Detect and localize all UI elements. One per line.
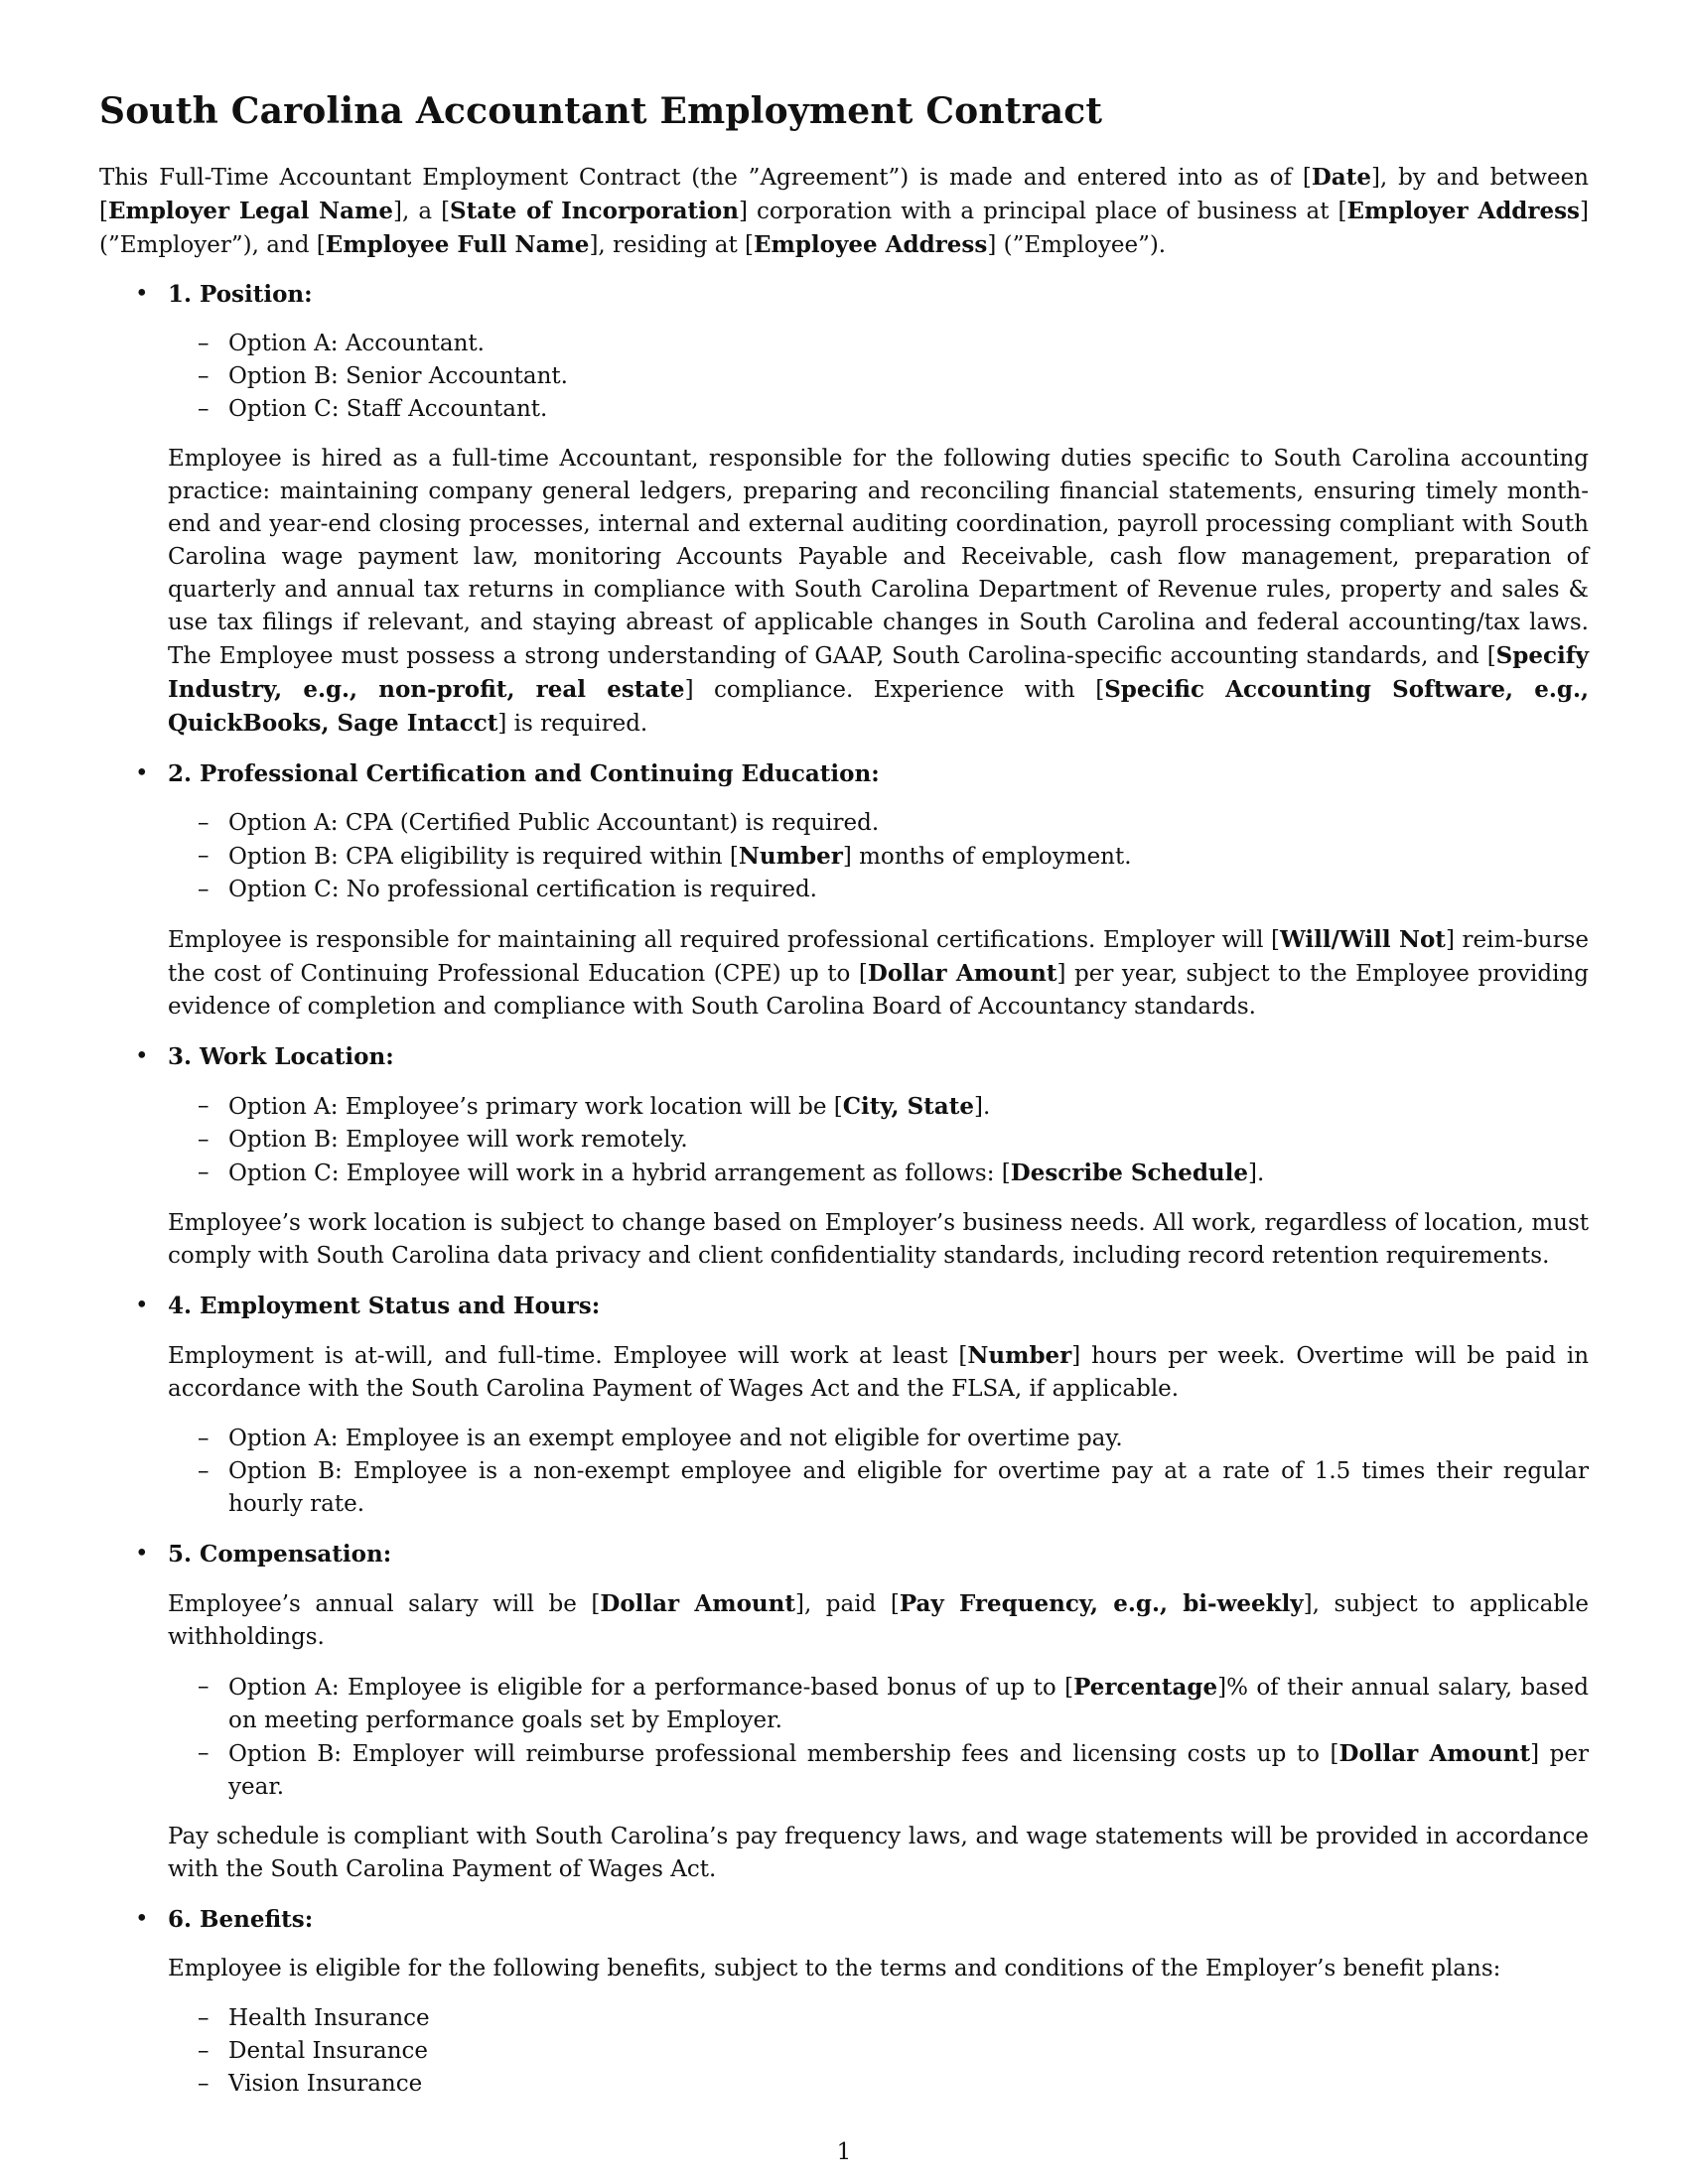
text-run: Pay schedule is compliant with South Carolina’s pay frequency laws, and wage statements will be provided in accordance with the South Carolina Payment of Wages Act.	[168, 1824, 1589, 1882]
text-run: Option C: Employee will work in a hybrid arrangement as follows: [	[228, 1160, 1011, 1186]
section-heading: 6. Benefits:	[168, 1906, 314, 1933]
contract-section	[99, 1538, 1589, 1886]
placeholder-field: Pay Frequency, e.g., bi-weekly	[899, 1590, 1304, 1617]
option-item	[168, 1423, 1589, 1455]
section-paragraph	[168, 1339, 1589, 1406]
text-run: ] is required.	[497, 711, 648, 737]
text-run: Option A: CPA (Certified Public Accountant) is required.	[228, 810, 880, 836]
placeholder-field: Employee Full Name	[325, 231, 590, 258]
text-run: Option C: No professional certification is required.	[228, 877, 817, 902]
dash-icon: –	[198, 810, 210, 836]
dash-icon: –	[198, 877, 210, 902]
dash-icon: –	[198, 2071, 210, 2097]
text-run: Employee is hired as a full-time Accountant, responsible for the following duties specific to South Carolina accounting practice: maintaining company general ledgers, preparing and reconciling financial statements, ensuring timely month-end and year-end closing processes, internal and external auditing coordination, payroll processing compliant with South Carolina wage payment law, monitoring Accounts Payable and Receivable, cash flow management, preparation of quarterly and annual tax returns in compliance with South Carolina Department of Revenue rules, property and sales & use tax filings if relevant, and staying abreast of applicable changes in South Carolina and federal accounting/tax laws. The Employee must possess a strong understanding of GAAP, South Carolina-specific accounting standards, and [	[168, 446, 1589, 669]
dash-icon: –	[198, 2038, 210, 2064]
section-heading: 5. Compensation:	[168, 1541, 392, 1568]
text-run: Option A: Employee is eligible for a performance-based bonus of up to [	[228, 1675, 1074, 1701]
option-list	[168, 1423, 1589, 1521]
document-title: South Carolina Accountant Employment Contract	[99, 90, 1103, 132]
text-run: Option B: Employee is a non-exempt employee and eligible for overtime pay at a rate of 1.5 times their regular hourly rate.	[228, 1458, 1589, 1517]
section-list	[99, 278, 1589, 2101]
option-item	[168, 393, 1589, 426]
contract-section	[99, 1040, 1589, 1273]
option-item	[168, 874, 1589, 906]
option-item	[168, 2002, 1589, 2035]
placeholder-field: Number	[967, 1342, 1072, 1369]
text-run: ], a [	[393, 199, 451, 224]
dash-icon: –	[198, 1674, 210, 1700]
option-item	[168, 2035, 1589, 2068]
text-run: ] per year.	[228, 1741, 1589, 1800]
dash-icon: –	[198, 396, 210, 422]
text-run: Vision Insurance	[228, 2071, 423, 2097]
placeholder-field: Dollar Amount	[600, 1590, 795, 1617]
placeholder-field: City, State	[842, 1093, 974, 1120]
option-list	[168, 1671, 1589, 1804]
dash-icon: –	[198, 331, 210, 356]
section-paragraph	[168, 1821, 1589, 1886]
option-item	[168, 1671, 1589, 1737]
option-item	[168, 1090, 1589, 1124]
option-item	[168, 2068, 1589, 2101]
section-paragraph	[168, 443, 1589, 741]
text-run: Option B: Employer will reimburse professional membership fees and licensing costs up to [	[228, 1741, 1339, 1767]
text-run: This Full-Time Accountant Employment Contract (the ”Agreement”) is made and entered into as of [	[99, 165, 1312, 191]
text-run: ] corporation with a principal place of business at [	[738, 199, 1347, 224]
contract-section	[99, 757, 1589, 1024]
text-run: ].	[1248, 1160, 1265, 1186]
text-run: Option C: Staff Accountant.	[228, 396, 548, 422]
section-heading: 4. Employment Status and Hours:	[168, 1293, 601, 1319]
section-paragraph	[168, 1207, 1589, 1273]
dash-icon: –	[198, 1127, 210, 1153]
option-item	[168, 840, 1589, 874]
text-run: Option A: Employee’s primary work location will be [	[228, 1094, 843, 1120]
intro-paragraph	[99, 161, 1589, 262]
text-run: ] hours per week. Overtime will be paid in accordance with the South Carolina Payment of Wages Act and the FLSA, if applicable.	[168, 1343, 1590, 1402]
text-run: Health Insurance	[228, 2005, 430, 2031]
text-run: Employee’s annual salary will be [	[168, 1591, 601, 1617]
text-run: ] (”Employee”).	[987, 232, 1167, 258]
placeholder-field: Date	[1311, 164, 1371, 191]
bullet-icon: •	[135, 1293, 149, 1318]
dash-icon: –	[198, 1740, 210, 1766]
placeholder-field: Will/Will Not	[1279, 926, 1446, 953]
text-run: ] per year, subject to the Employee providing evidence of completion and compliance with South Carolina Board of Accountancy standards.	[168, 961, 1589, 1020]
placeholder-field: State of Incorporation	[450, 198, 739, 224]
dash-icon: –	[198, 1160, 210, 1185]
text-run: Dental Insurance	[228, 2038, 429, 2064]
text-run: ] (”Employer”), and [	[99, 199, 1589, 258]
option-item	[168, 807, 1589, 840]
placeholder-field: Specify Industry, e.g., non-profit, real estate	[168, 642, 1589, 703]
option-item	[168, 1157, 1589, 1190]
option-list	[168, 807, 1589, 906]
bullet-icon: •	[135, 760, 149, 786]
option-item	[168, 1455, 1589, 1521]
placeholder-field: Number	[738, 843, 843, 870]
placeholder-field: Dollar Amount	[867, 960, 1057, 987]
text-run: ], residing at [	[589, 232, 754, 258]
option-item	[168, 360, 1589, 393]
text-run: ] months of employment.	[842, 844, 1132, 870]
text-run: ], by and between [	[99, 165, 1589, 224]
placeholder-field: Employee Address	[753, 231, 988, 258]
section-paragraph	[168, 1587, 1589, 1654]
text-run: Option B: Senior Accountant.	[228, 363, 568, 389]
text-run: ], subject to applicable withholdings.	[168, 1591, 1589, 1650]
section-paragraph	[168, 1953, 1589, 1985]
contract-section	[99, 1903, 1589, 2101]
section-paragraph	[168, 923, 1589, 1024]
text-run: Option A: Employee is an exempt employee and not eligible for overtime pay.	[228, 1426, 1123, 1451]
bullet-icon: •	[135, 1043, 149, 1069]
dash-icon: –	[198, 363, 210, 389]
placeholder-field: Percentage	[1073, 1674, 1218, 1701]
dash-icon: –	[198, 843, 210, 869]
text-run: Option B: Employee will work remotely.	[228, 1127, 688, 1153]
dash-icon: –	[198, 1426, 210, 1451]
text-run: Option A: Accountant.	[228, 331, 485, 356]
option-item	[168, 1737, 1589, 1804]
bullet-icon: •	[135, 281, 149, 307]
text-run: Employment is at-will, and full-time. Employee will work at least [	[168, 1343, 968, 1369]
placeholder-field: Dollar Amount	[1338, 1740, 1531, 1767]
dash-icon: –	[198, 1458, 210, 1484]
document-page	[99, 87, 1589, 2117]
text-run: Option B: CPA eligibility is required within [	[228, 844, 739, 870]
option-list	[168, 328, 1589, 426]
text-run: ].	[973, 1094, 991, 1120]
option-list	[168, 2002, 1589, 2101]
placeholder-field: Specific Accounting Software, e.g., QuickBooks, Sage Intacct	[168, 676, 1589, 737]
text-run: ] compliance. Experience with [	[684, 677, 1105, 703]
contract-section	[99, 1290, 1589, 1521]
text-run: ], paid [	[794, 1591, 900, 1617]
option-item	[168, 1124, 1589, 1157]
placeholder-field: Employer Address	[1346, 198, 1581, 224]
bullet-icon: •	[135, 1906, 149, 1932]
section-heading: 1. Position:	[168, 281, 313, 308]
text-run: Employee is responsible for maintaining all required professional certifications. Employer will [	[168, 927, 1280, 953]
page-number: 1	[836, 2139, 852, 2165]
section-heading: 2. Professional Certification and Continuing Education:	[168, 760, 880, 787]
placeholder-field: Employer Legal Name	[107, 198, 394, 224]
placeholder-field: Describe Schedule	[1010, 1160, 1249, 1186]
dash-icon: –	[198, 2005, 210, 2031]
text-run: Employee is eligible for the following benefits, subject to the terms and conditions of the Employer’s benefit plans:	[168, 1956, 1501, 1981]
bullet-icon: •	[135, 1541, 149, 1567]
text-run: ] reim-burse the cost of Continuing Professional Education (CPE) up to [	[168, 927, 1589, 987]
section-heading: 3. Work Location:	[168, 1043, 394, 1070]
text-run: ]% of their annual salary, based on meeting performance goals set by Employer.	[228, 1675, 1589, 1733]
dash-icon: –	[198, 1093, 210, 1119]
option-item	[168, 328, 1589, 360]
contract-section	[99, 278, 1589, 741]
text-run: Employee’s work location is subject to change based on Employer’s business needs. All work, regardless of location, must comply with South Carolina data privacy and client confidentiality standards, including record retention requirements.	[168, 1210, 1589, 1269]
option-list	[168, 1090, 1589, 1190]
